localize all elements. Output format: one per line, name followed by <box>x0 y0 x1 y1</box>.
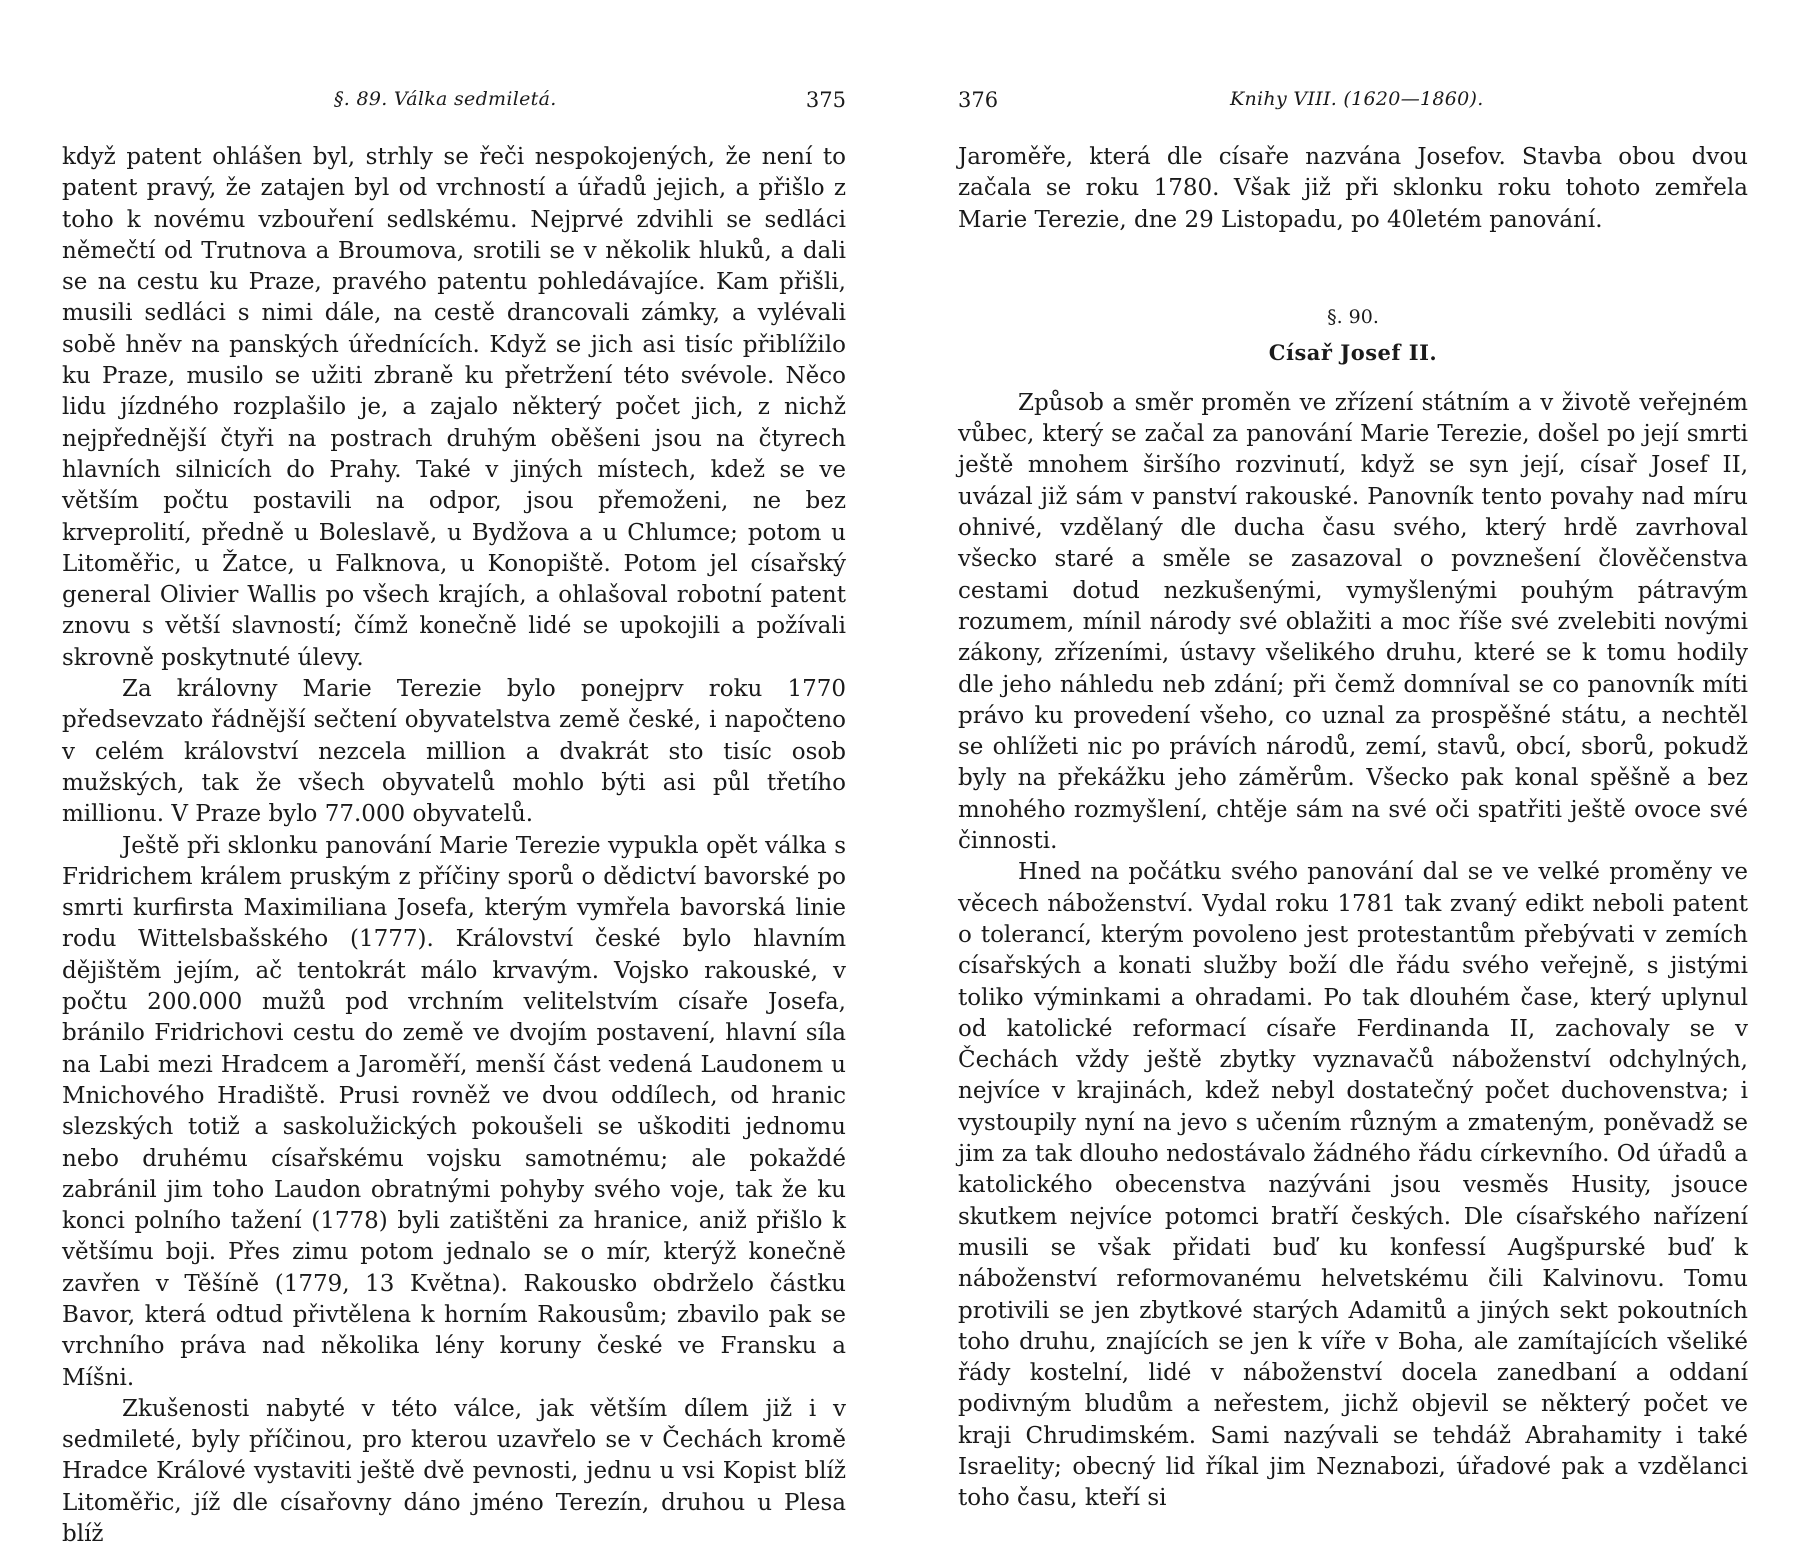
section-title: Císař Josef II. <box>1268 339 1438 365</box>
right-running-head <box>958 88 1748 118</box>
paragraph: když patent ohlášen byl, strhly se řeči nespokojených, že není to patent pravý, že zatajen byl od vrchností a úřadů jejich, a přišlo z toho k novému vzbouření sedlskému. Nejprvé zdvihli se sedláci němečtí od Trutnova a Broumova, srotili se v několik hluků, a dali se na cestu ku Praze, pravého patentu pohledávajíce. Kam přišli, musili sedláci s nimi dále, na cestě drancovali zámky, a vylévali sobě hněv na panských úřednících. Když se jich asi tisíc přiblížilo ku Praze, musilo se užiti zbraně ku přetržení této svévole. Něco lidu jízdného rozplašilo je, a zajalo některý počet jich, z nichž nejpřednější čtyři na postrach druhým oběšeni jsou na čtyrech hlavních silnicích do Prahy. Také v jiných místech, kdež se ve větším počtu postavili na odpor, jsou přemoženi, ne bez krveprolití, předně u Boleslavě, u Bydžova a u Chlumce; potom u Litoměřic, u Žatce, u Falknova, u Konopiště. Potom jel císařský general Olivier Wallis po všech krajích, a ohlašoval robotní patent znovu s větší slavností; čímž konečně lidé se upokojili a požívali skrovně poskytnuté úlevy. <box>62 144 846 671</box>
paragraph: Hned na počátku svého panování dal se ve velké proměny ve věcech náboženství. Vydal roku 1781 tak zvaný edikt neboli patent o tolerancí, kterým povoleno jest protestantům přebývati v zemích císařských a konati služby boží dle řádu svého veřejně, s jistými toliko výminkami a ohradami. Po tak dlouhém čase, který uplynul od katolické reformací císaře Ferdinanda II, zachovaly se v Čechách vždy ještě zbytky vyznavačů náboženství odchylných, nejvíce v krajinách, kdež nebyl dostatečný počet duchovenstva; i vystoupily nyní na jevo s učením různým a zmateným, poněvadž se jim za tak dlouho nedostávalo žádného řádu církevního. Od úřadů a katolického obecenstva nazýváni jsou vesměs Husity, jsouce skutkem nejvíce potomci bratří českých. Dle císařského nařízení musili se však přidati buď ku konfessí Augšpurské buď k náboženství reformovanému helvetskému čili Kalvinovu. Tomu protivili se jen zbytkové starých Adamitů a jiných sekt pokoutních toho druhu, znajících se jen k víře v Boha, ale zamítajících všeliké řády kostelní, lidé v náboženství docela zanedbaní a oddaní podivným bludům a neřestem, jichž objevil se některý počet ve kraji Chrudimském. Sami nazývali se tehdáž Abrahamity i také Israelity; obecný lid říkal jim Neznabozi, úřadové pak a vzdělanci toho času, kteří si <box>958 859 1748 1512</box>
right-running-title: Knihy VIII. (1620—1860). <box>1230 88 1484 110</box>
left-page-number: 375 <box>805 88 846 112</box>
left-page-body <box>62 142 846 1550</box>
paragraph: Za královny Marie Terezie bylo ponejprv roku 1770 předsevzato řádnější sečtení obyvatelstva země české, i napočteno v celém království nezcela million a dvakrát sto tisíc osob mužských, tak že všech obyvatelů mohlo býti asi půl třetího millionu. V Praze bylo 77.000 obyvatelů. <box>62 676 846 828</box>
paragraph: Zkušenosti nabyté v této válce, jak větším dílem již i v sedmileté, byly příčinou, pro kterou uzavřelo se v Čechách kromě Hradce Králové vystaviti ještě dvě pevnosti, jednu u vsi Kopist blíž Litoměřic, jíž dle císařovny dáno jméno Terezín, druhou u Plesa blíž <box>62 1395 846 1548</box>
left-running-title: §. 89. Válka sedmiletá. <box>334 88 557 110</box>
paragraph: Způsob a směr proměn ve zřízení státním a v životě veřejném vůbec, který se začal za panování Marie Terezie, došel po její smrti ještě mnohem širšího rozvinutí, když se syn její, císař Josef II, uvázal již sám v panství rakouské. Panovník tento povahy nad míru ohnivé, vzdělaný dle ducha času svého, který hrdě zavrhoval všecko staré a směle se zasazoval o povznešení člověčenstva cestami dotud nezkušenými, vymyšlenými pouhým pátravým rozumem, mínil národy své oblažiti a moc říše své zvelebiti novými zákony, zřízeními, ústavy všelikého druhu, které se k tomu hodily dle jeho náhledu neb zdání; při čemž domníval se co panovník míti právo ku provedení všeho, co uznal za prospěšné státu, a nechtěl se ohlížeti nic po právích národů, zemí, stavů, obcí, sborů, pokudž byly na překážku jeho záměrům. Všecko pak konal spěšně a bez mnohého rozmyšlení, chtěje sám na své oči spatřiti ještě ovoce své činnosti. <box>958 389 1748 855</box>
paragraph: Jaroměře, která dle císaře nazvána Josefov. Stavba obou dvou začala se roku 1780. Však již při sklonku roku tohoto zemřela Marie Terezie, dne 29 Listopadu, po 40letém panování. <box>958 144 1748 233</box>
right-page-number: 376 <box>958 88 999 112</box>
right-page-body <box>958 142 1748 1515</box>
section-number: §. 90. <box>1327 305 1379 328</box>
paragraph: Ještě při sklonku panování Marie Terezie vypukla opět válka s Fridrichem králem pruským z příčiny sporů o dědictví bavorské po smrti kurfirsta Maximiliana Josefa, kterým vymřela bavorská linie rodu Wittelsbašského (1777). Království české bylo hlavním dějištěm jejím, ač tentokrát málo krvavým. Vojsko rakouské, v počtu 200.000 mužů pod vrchním velitelstvím císaře Josefa, bránilo Fridrichovi cestu do země ve dvojím postavení, hlavní síla na Labi mezi Hradcem a Jaroměří, menší část vedená Laudonem u Mnichového Hradiště. Prusi rovněž ve dvou oddílech, od hranic slezských totiž a saskolužických pokoušeli se uškoditi jednomu nebo druhému císařskému vojsku samotnému; ale pokaždé zabránil jim toho Laudon obratnými pohyby svého voje, tak že ku konci polního tažení (1778) byli zatištěni za hranice, aniž přišlo k většímu boji. Přes zimu potom jednalo se o mír, kterýž konečně zavřen v Těšíně (1779, 13 Května). Rakousko obdrželo částku Bavor, která odtud přivtělena k horním Rakousům; zbavilo pak se vrchního práva nad několika lény koruny české ve Fransku a Míšni. <box>62 832 846 1391</box>
left-running-head <box>62 88 846 118</box>
